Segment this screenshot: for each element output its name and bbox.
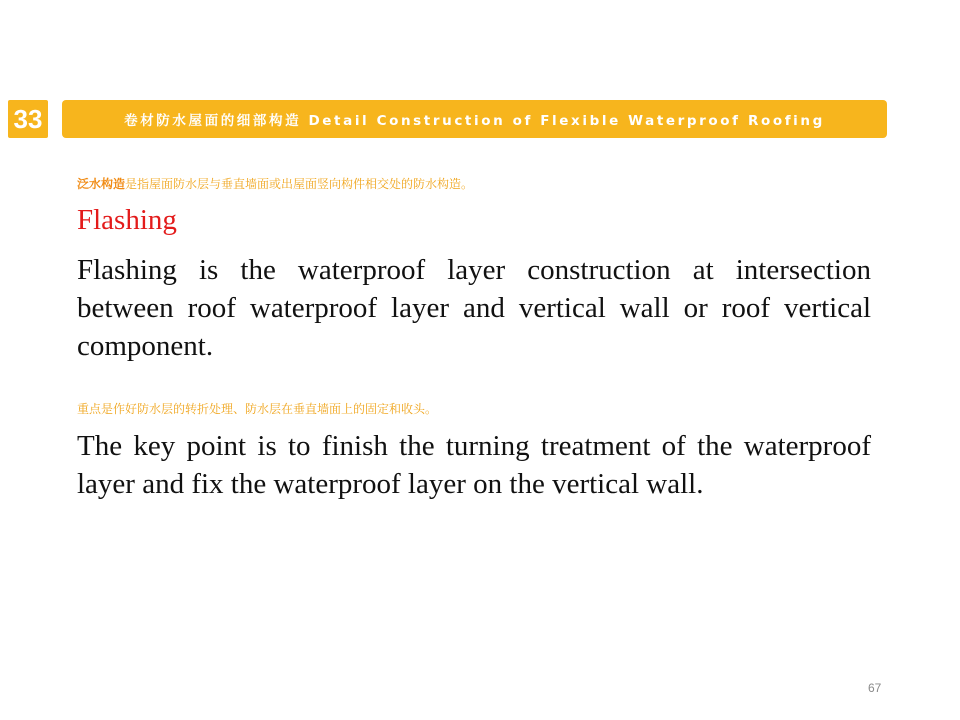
slide-number-badge: 33 — [8, 100, 48, 138]
chinese-note-definition — [77, 175, 877, 192]
definition-paragraph: Flashing is the waterproof layer construction at intersection between roof waterproof layer and vertical wall or roof vertical component. — [77, 254, 871, 362]
slide-title: 卷材防水屋面的细部构造 Detail Construction of Flexible Waterproof Roofing — [124, 113, 825, 129]
chinese-note-key-point: 重点是作好防水层的转折处理、防水层在垂直墙面上的固定和收头。 — [77, 402, 438, 416]
page-number: 67 — [868, 681, 882, 695]
key-point-paragraph: The key point is to finish the turning treatment of the waterproof layer and fix the waterproof layer on the vertical wall. — [77, 430, 871, 500]
note-highlight: 泛水构造 — [77, 177, 126, 191]
note-text: 是指屋面防水层与垂直墙面或出屋面竖向构件相交处的防水构造。 — [125, 177, 474, 191]
section-heading: Flashing — [77, 204, 177, 236]
title-bar — [62, 100, 887, 138]
